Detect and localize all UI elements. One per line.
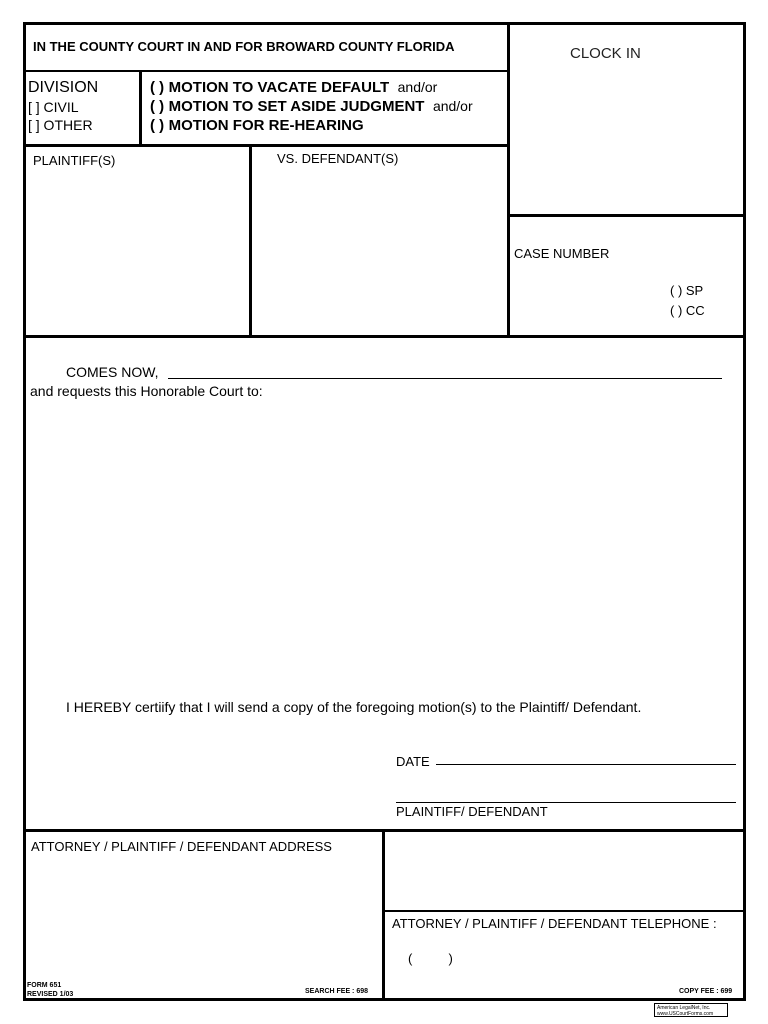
clock-in-stamp-area: [511, 72, 742, 212]
division-other-checkbox[interactable]: [ ] OTHER: [28, 117, 93, 133]
defendant-field[interactable]: [253, 172, 505, 332]
case-cc-option[interactable]: ( ) CC: [670, 303, 705, 318]
telephone-field[interactable]: ( ): [408, 951, 453, 966]
footer-divider: [382, 829, 385, 1001]
search-fee: SEARCH FEE : 698: [305, 988, 369, 995]
address-field[interactable]: [27, 858, 379, 978]
telephone-label: ATTORNEY / PLAINTIFF / DEFENDANT TELEPHONE :: [392, 916, 717, 931]
division-label: DIVISION: [28, 79, 99, 96]
border-top: [23, 22, 745, 25]
footer-right-box: [386, 833, 742, 909]
date-line[interactable]: [436, 764, 736, 765]
certify-statement: I HEREBY certiify that I will send a copy of the foregoing motion(s) to the Plaintiff/ Defendant.: [66, 699, 642, 715]
copy-fee: COPY FEE : 699: [679, 988, 733, 995]
motion-re-hearing[interactable]: ( ) MOTION FOR RE-HEARING: [150, 117, 364, 134]
address-label: ATTORNEY / PLAINTIFF / DEFENDANT ADDRESS: [31, 839, 332, 854]
comes-now-line[interactable]: [168, 378, 722, 379]
publisher-credit[interactable]: American LegalNet, Inc. www.USCourtForms.com: [654, 1003, 728, 1017]
division-civil-checkbox[interactable]: [ ] CIVIL: [28, 99, 79, 115]
signature-line[interactable]: [396, 802, 736, 803]
form-number: FORM 651 REVISED 1/03: [27, 982, 74, 998]
signature-label: PLAINTIFF/ DEFENDANT: [396, 804, 548, 819]
clockin-underline: [507, 214, 746, 217]
requests-area[interactable]: [30, 405, 740, 690]
court-title: IN THE COUNTY COURT IN AND FOR BROWARD COUNTY FLORIDA: [33, 39, 455, 54]
comes-now-label: COMES NOW,: [66, 364, 159, 380]
border-right: [743, 22, 746, 1000]
motions-underline: [23, 144, 510, 147]
border-left: [23, 22, 26, 1000]
requests-text: and requests this Honorable Court to:: [30, 383, 263, 399]
title-underline: [23, 70, 510, 72]
header-bottom: [23, 335, 746, 338]
plaintiff-label: PLAINTIFF(S): [33, 153, 116, 168]
motion-list: [150, 79, 473, 136]
motion-set-aside-judgment[interactable]: ( ) MOTION TO SET ASIDE JUDGMENT and/or: [150, 98, 473, 115]
clock-in-label: CLOCK IN: [570, 45, 641, 62]
defendant-label: VS. DEFENDANT(S): [277, 151, 399, 166]
motion-vacate-default[interactable]: ( ) MOTION TO VACATE DEFAULT and/or: [150, 79, 438, 96]
plaintiff-field[interactable]: [27, 172, 247, 332]
case-number-label: CASE NUMBER: [514, 246, 610, 261]
telephone-top: [382, 910, 746, 912]
division-divider: [139, 70, 142, 146]
date-label: DATE: [396, 754, 430, 769]
parties-divider: [249, 144, 252, 338]
case-sp-option[interactable]: ( ) SP: [670, 283, 704, 298]
